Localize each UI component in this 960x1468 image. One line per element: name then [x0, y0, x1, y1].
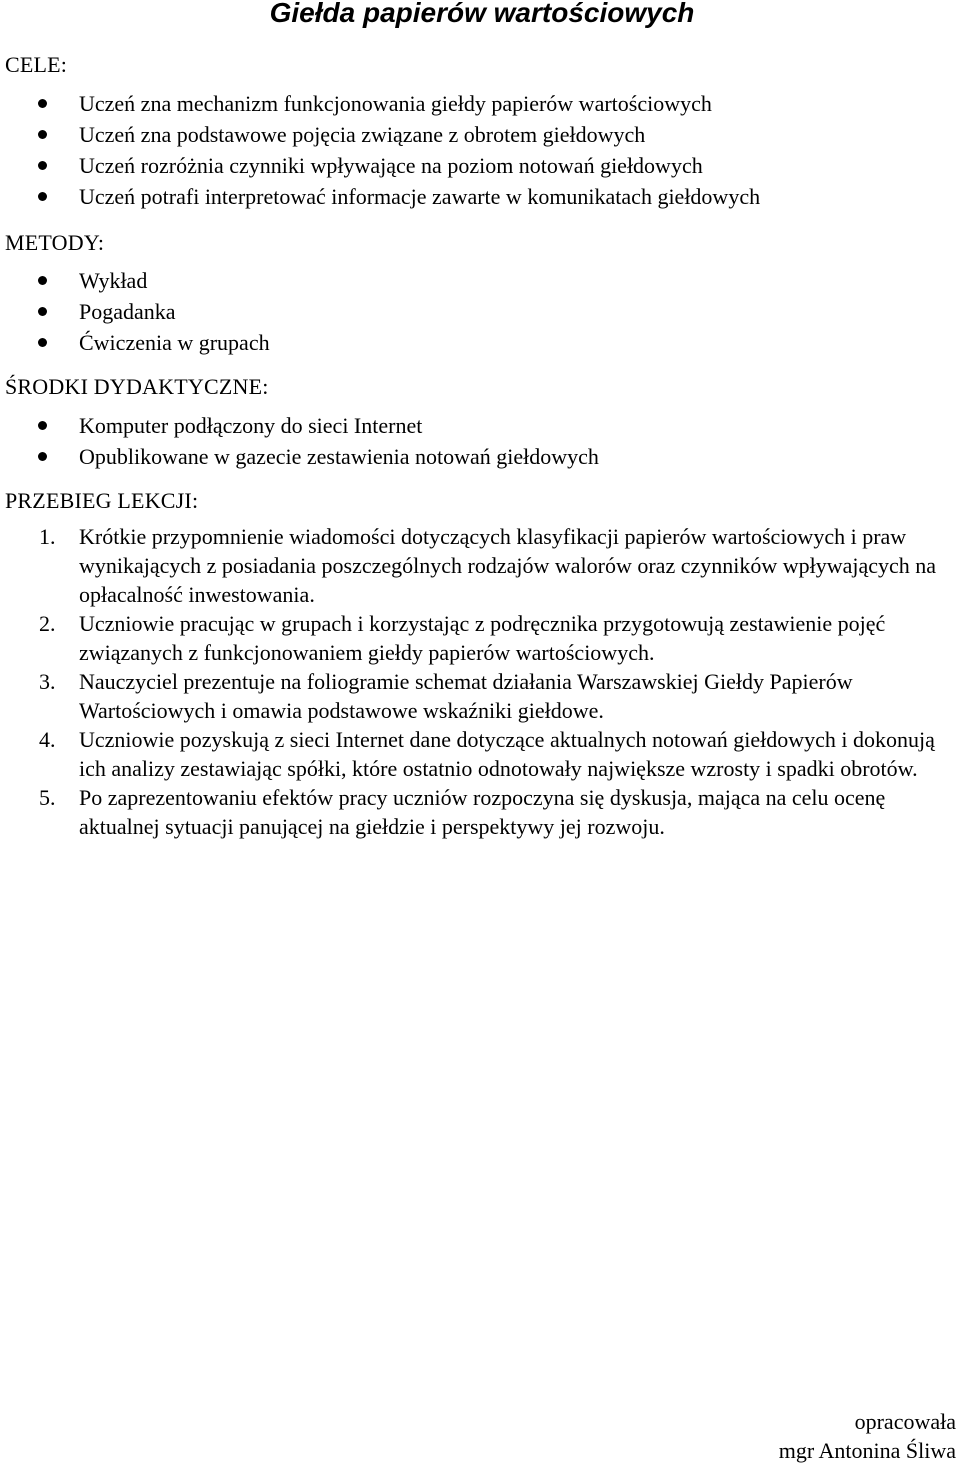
step-text: Uczniowie pracując w grupach i korzystając z podręcznika przygotowują zestawienie pojęć związanych z funkcjonowaniem giełdy papierów wartościowych. [79, 611, 886, 665]
step-text: Po zaprezentowaniu efektów pracy uczniów rozpoczyna się dyskusja, mająca na celu ocenę aktualnej sytuacji panującej na giełdzie i perspektywy jej rozwoju. [79, 785, 886, 839]
list-item [0, 296, 960, 327]
heading-cele: CELE: [5, 52, 68, 77]
bullet-icon [38, 338, 47, 347]
list-item [0, 181, 960, 212]
heading-srodki-dydaktyczne: ŚRODKI DYDAKTYCZNE: [5, 374, 269, 399]
list-item-text: Komputer podłączony do sieci Internet [79, 413, 423, 438]
signature-name: mgr Antonina Śliwa [778, 1438, 956, 1463]
list-item [0, 522, 951, 609]
list-item [0, 410, 960, 441]
bullet-icon [38, 161, 47, 170]
heading-przebieg-lekcji: PRZEBIEG LEKCJI: [5, 488, 199, 513]
author-signature [779, 1407, 956, 1465]
bullet-icon [38, 192, 47, 201]
list-przebieg [0, 522, 960, 841]
list-item-text: Uczeń zna podstawowe pojęcia związane z obrotem giełdowych [79, 122, 646, 147]
list-item [0, 119, 960, 150]
list-item [0, 609, 951, 667]
list-item [0, 725, 951, 783]
list-item-text: Ćwiczenia w grupach [79, 330, 270, 355]
list-item-text: Uczeń zna mechanizm funkcjonowania giełdy papierów wartościowych [79, 91, 712, 116]
list-srodki [0, 410, 960, 472]
signature-label: opracowała [854, 1409, 956, 1434]
list-item [0, 441, 960, 472]
step-number: 5. [39, 785, 56, 810]
step-text: Nauczyciel prezentuje na foliogramie schemat działania Warszawskiej Giełdy Papierów Wartościowych i omawia podstawowe wskaźniki giełdowe. [79, 669, 853, 723]
step-text: Uczniowie pozyskują z sieci Internet dane dotyczące aktualnych notowań giełdowych i dokonują ich analizy zestawiając spółki, które ostatnio odnotowały największe wzrosty i spadki obrotów. [79, 727, 935, 781]
step-number: 2. [39, 611, 56, 636]
bullet-icon [38, 452, 47, 461]
list-metody [0, 265, 960, 358]
list-item [0, 667, 951, 725]
step-number: 1. [39, 524, 56, 549]
step-number: 3. [39, 669, 56, 694]
list-item [0, 327, 960, 358]
step-text: Krótkie przypomnienie wiadomości dotyczących klasyfikacji papierów wartościowych i praw wynikających z posiadania poszczególnych rodzajów walorów oraz czynników wpływających na opłacalność inwestowania. [79, 524, 937, 607]
list-item-text: Uczeń rozróżnia czynniki wpływające na poziom notowań giełdowych [79, 153, 703, 178]
step-number: 4. [39, 727, 56, 752]
list-item-text: Pogadanka [79, 299, 176, 324]
list-item [0, 88, 960, 119]
list-cele [0, 88, 960, 212]
list-item [0, 150, 960, 181]
bullet-icon [38, 130, 47, 139]
bullet-icon [38, 99, 47, 108]
heading-metody: METODY: [5, 230, 105, 255]
bullet-icon [38, 421, 47, 430]
list-item-text: Uczeń potrafi interpretować informacje zawarte w komunikatach giełdowych [79, 184, 761, 209]
list-item-text: Wykład [79, 268, 148, 293]
list-item-text: Opublikowane w gazecie zestawienia notowań giełdowych [79, 444, 599, 469]
list-item [0, 783, 951, 841]
document-title: Giełda papierów wartościowych [269, 0, 695, 28]
bullet-icon [38, 307, 47, 316]
bullet-icon [38, 276, 47, 285]
list-item [0, 265, 960, 296]
